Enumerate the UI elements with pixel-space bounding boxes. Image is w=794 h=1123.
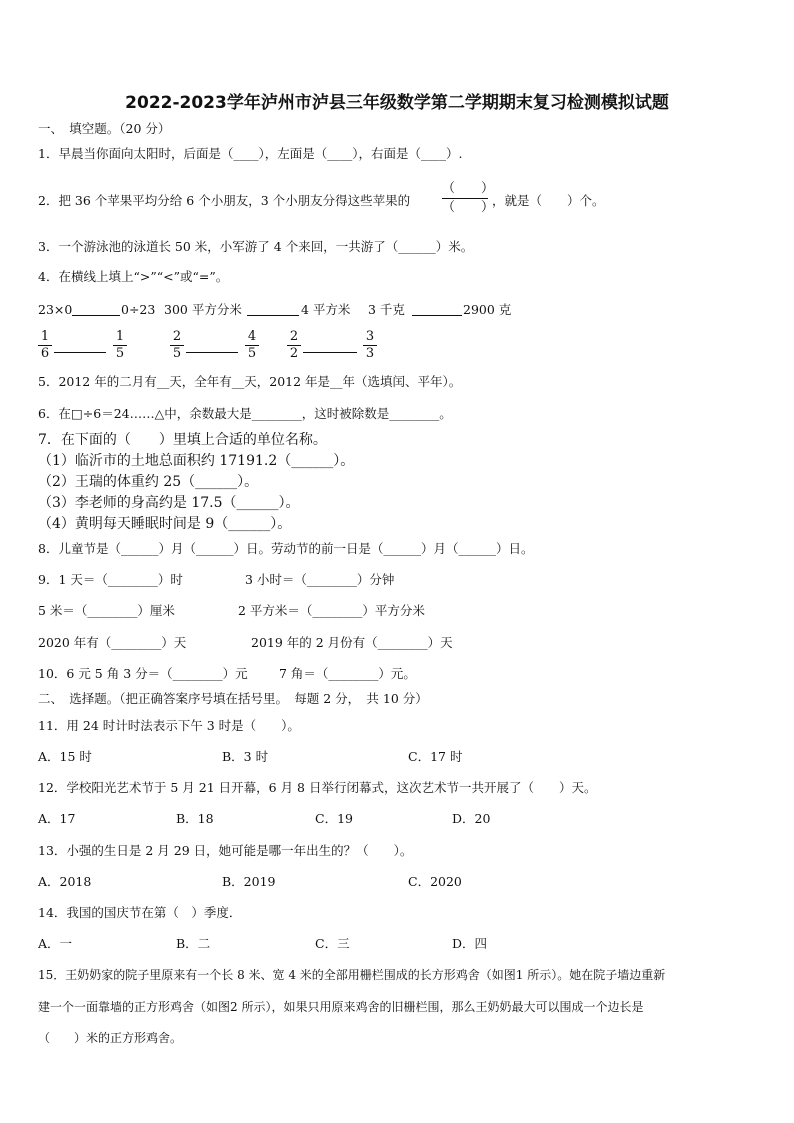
fraction-denominator: 6 [40, 346, 50, 361]
option-d: D．20 [452, 811, 491, 826]
answer-line [54, 352, 106, 353]
question-7-item-2: （2）王瑞的体重约 25（______）。 [38, 474, 259, 490]
question-10-a: 10．6 元 5 角 3 分＝（________）元 [38, 666, 248, 681]
fraction-denominator: 2 [289, 346, 299, 361]
option-c: C．2020 [408, 874, 462, 889]
fraction-denominator: （ ） [442, 200, 495, 215]
question-2-suffix: ，就是（ ）个。 [492, 193, 605, 208]
fraction-numerator: （ ） [442, 180, 488, 199]
answer-line [412, 315, 462, 316]
question-3: 3．一个游泳池的泳道长 50 米，小军游了 4 个来回，一共游了（______）米。 [38, 239, 474, 254]
option-b: B．3 时 [222, 749, 269, 764]
question-15-line-3: （ ）米的正方形鸡舍。 [38, 1031, 183, 1045]
answer-line [303, 352, 357, 353]
section-heading-choice: 二、 选择题。（把正确答案序号填在括号里。 每题 2 分， 共 10 分） [38, 691, 428, 706]
question-4: 4．在横线上填上“>”“<”或“=”。 [38, 269, 229, 284]
compare-left-2: 300 平方分米 [164, 302, 242, 317]
question-11: 11．用 24 时计时法表示下午 3 时是（ ）。 [38, 718, 300, 733]
fraction-numerator: 2 [287, 330, 301, 346]
question-7-item-1: （1）临沂市的土地总面积约 17191.2（______）。 [38, 453, 355, 469]
option-a: A．17 [38, 811, 76, 826]
option-b: B．18 [176, 811, 214, 826]
question-15-line-2: 建一个一面靠墙的正方形鸡舍（如图2 所示），如果只用原来鸡舍的旧栅栏围，那么王奶奶最大可以围成一个边长是 [38, 1000, 644, 1014]
question-10-b: 7 角＝（________）元。 [279, 666, 416, 681]
question-5: 5．2012 年的二月有__天，全年有__天，2012 年是__年（选填闰、平年）。 [38, 374, 462, 389]
option-c: C．三 [315, 936, 350, 951]
fraction [363, 330, 377, 361]
fraction-denominator: 3 [365, 346, 375, 361]
compare-left-1: 23×0 [38, 302, 73, 317]
answer-line [72, 315, 120, 316]
option-c: C．17 时 [408, 749, 463, 764]
question-7-item-3: （3）李老师的身高约是 17.5（______）。 [38, 495, 300, 511]
fraction-denominator: 5 [172, 346, 182, 361]
section-heading-fill-blank: 一、 填空题。（20 分） [38, 121, 171, 136]
question-14: 14．我国的国庆节在第（ ）季度． [38, 905, 242, 920]
fraction-denominator: 5 [115, 346, 125, 361]
question-6: 6．在□÷6＝24……△中，余数最大是________，这时被除数是________。 [38, 406, 452, 421]
question-9-b: 3 小时＝（________）分钟 [245, 572, 395, 587]
fraction-denominator: 5 [247, 346, 257, 361]
fraction-numerator: 3 [363, 330, 377, 346]
question-12: 12．学校阳光艺术节于 5 月 21 日开幕，6 月 8 日举行闭幕式，这次艺术节一共开展了（ ）天。 [38, 780, 597, 795]
fraction-numerator: 2 [170, 330, 184, 346]
question-2-fraction [442, 180, 495, 217]
fraction-numerator: 1 [38, 330, 52, 346]
option-a: A．2018 [38, 874, 92, 889]
question-13: 13．小强的生日是 2 月 29 日，她可能是哪一年出生的？（ ）。 [38, 843, 413, 858]
fraction-numerator: 4 [245, 330, 259, 346]
compare-right-3: 2900 克 [463, 302, 512, 317]
question-9-e: 2020 年有（________）天 [38, 635, 187, 650]
compare-left-3: 3 千克 [368, 302, 405, 317]
fraction [245, 330, 259, 361]
question-8: 8．儿童节是（______）月（______）日。劳动节的前一日是（______）月（______）日。 [38, 541, 534, 556]
option-a: A．一 [38, 936, 73, 951]
option-d: D．四 [452, 936, 488, 951]
compare-right-1: 0÷23 [121, 302, 156, 317]
fraction [38, 330, 52, 361]
compare-right-2: 4 平方米 [301, 302, 351, 317]
question-9-c: 5 米＝（________）厘米 [38, 603, 175, 618]
option-b: B．二 [176, 936, 211, 951]
question-9-d: 2 平方米＝（________）平方分米 [238, 603, 425, 618]
option-a: A．15 时 [38, 749, 92, 764]
question-9-f: 2019 年的 2 月份有（________）天 [251, 635, 453, 650]
fraction [113, 330, 127, 361]
page-title: 2022-2023学年泸州市泸县三年级数学第二学期期末复习检测模拟试题 [125, 93, 669, 113]
fraction [170, 330, 184, 361]
fraction [287, 330, 301, 361]
answer-line [186, 352, 238, 353]
option-c: C．19 [315, 811, 353, 826]
question-9-a: 9．1 天＝（________）时 [38, 572, 183, 587]
question-7: 7．在下面的（ ）里填上合适的单位名称。 [38, 432, 327, 448]
option-b: B．2019 [222, 874, 276, 889]
question-2-text: 2．把 36 个苹果平均分给 6 个小朋友，3 个小朋友分得这些苹果的 [38, 193, 411, 208]
question-7-item-4: （4）黄明每天睡眠时间是 9（______）。 [38, 516, 292, 532]
fraction-numerator: 1 [113, 330, 127, 346]
question-1: 1．早晨当你面向太阳时，后面是（____），左面是（____），右面是（____）. [38, 146, 463, 161]
question-15-line-1: 15．王奶奶家的院子里原来有一个长 8 米、宽 4 米的全部用栅栏围成的长方形鸡舍（如图1 所示）。她在院子墙边重新 [38, 968, 666, 982]
answer-line [247, 315, 299, 316]
